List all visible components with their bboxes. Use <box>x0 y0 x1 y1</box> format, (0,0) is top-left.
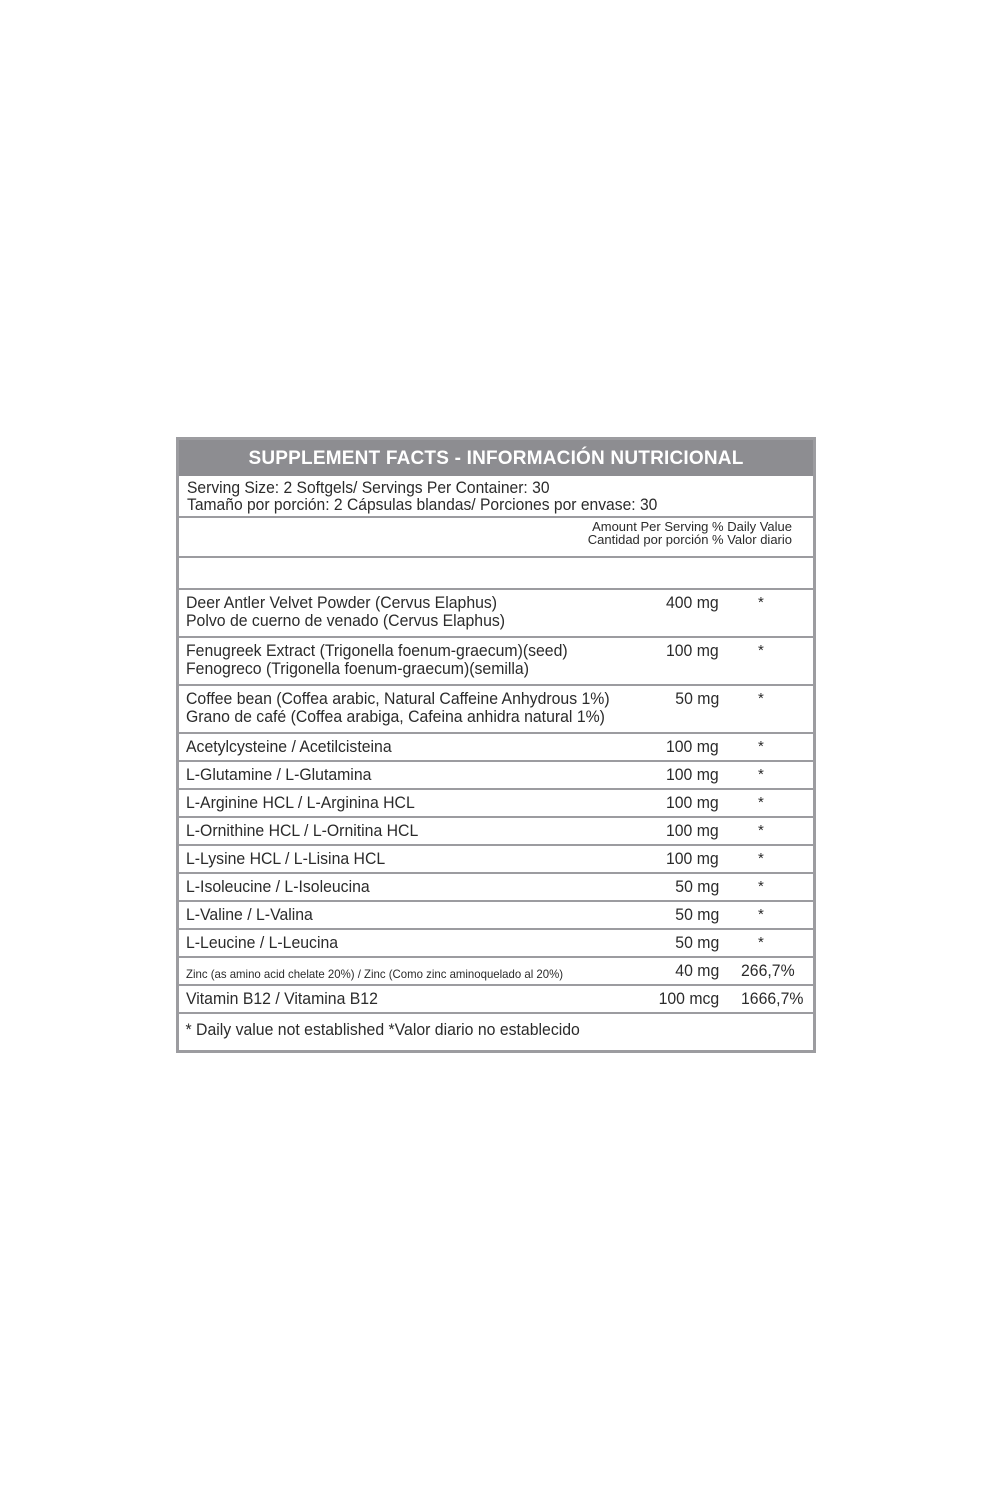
ingredient-name: Fenugreek Extract (Trigonella foenum-graecum)(seed) Fenogreco (Trigonella foenum-graecum)(semilla) <box>186 641 568 678</box>
ingredient-row <box>179 686 813 734</box>
ingredient-name: L-Valine / L-Valina <box>186 905 313 924</box>
supplement-facts-panel <box>176 437 816 1053</box>
ingredient-daily-value: * <box>758 822 764 839</box>
ingredient-amount: 100 mg <box>666 765 719 784</box>
ingredient-row <box>179 818 813 846</box>
ingredient-row <box>179 790 813 818</box>
ingredient-amount: 40 mg <box>675 961 719 980</box>
column-header-es: Cantidad por porción % Valor diario <box>587 532 792 547</box>
ingredient-daily-value: * <box>758 642 764 659</box>
ingredient-name: Deer Antler Velvet Powder (Cervus Elaphus) Polvo de cuerno de venado (Cervus Elaphus) <box>186 593 506 630</box>
ingredient-daily-value: * <box>758 850 764 867</box>
ingredient-amount: 50 mg <box>675 877 719 896</box>
ingredient-amount: 50 mg <box>675 905 719 924</box>
ingredient-daily-value: * <box>758 738 764 755</box>
ingredient-amount: 100 mg <box>666 793 719 812</box>
ingredient-name: Vitamin B12 / Vitamina B12 <box>186 989 378 1008</box>
ingredient-row <box>179 902 813 930</box>
ingredient-amount: 50 mg <box>675 689 719 708</box>
spacer-row <box>179 558 813 590</box>
ingredient-daily-value: * <box>758 794 764 811</box>
ingredient-name: Acetylcysteine / Acetilcisteina <box>186 737 392 756</box>
column-header <box>179 518 813 558</box>
ingredient-daily-value: * <box>758 594 764 611</box>
ingredient-amount: 50 mg <box>675 933 719 952</box>
ingredient-daily-value: * <box>758 690 764 707</box>
ingredient-row <box>179 734 813 762</box>
ingredient-daily-value: 266,7% <box>741 961 795 980</box>
ingredient-row <box>179 958 813 986</box>
footnote: * Daily value not established *Valor diario no establecido <box>185 1020 580 1039</box>
serving-info <box>179 476 813 518</box>
ingredient-daily-value: * <box>758 878 764 895</box>
ingredient-amount: 400 mg <box>666 593 719 612</box>
ingredient-row <box>179 762 813 790</box>
ingredient-name: Zinc (as amino acid chelate 20%) / Zinc (Como zinc aminoquelado al 20%) <box>186 967 564 981</box>
ingredient-amount: 100 mcg <box>658 989 719 1008</box>
ingredient-daily-value: * <box>758 906 764 923</box>
ingredient-amount: 100 mg <box>666 849 719 868</box>
ingredient-name: L-Ornithine HCL / L-Ornitina HCL <box>186 821 419 840</box>
ingredient-row <box>179 638 813 686</box>
ingredient-name: L-Arginine HCL / L-Arginina HCL <box>186 793 415 812</box>
facts-title: SUPPLEMENT FACTS - INFORMACIÓN NUTRICIONAL <box>179 440 813 476</box>
ingredient-amount: 100 mg <box>666 737 719 756</box>
ingredient-row <box>179 590 813 638</box>
ingredient-name: L-Glutamine / L-Glutamina <box>186 765 372 784</box>
ingredient-row <box>179 874 813 902</box>
ingredient-row <box>179 930 813 958</box>
serving-size-es: Tamaño por porción: 2 Cápsulas blandas/ Porciones por envase: 30 <box>187 495 658 514</box>
ingredient-amount: 100 mg <box>666 821 719 840</box>
column-header-en: Amount Per Serving % Daily Value <box>592 519 792 534</box>
ingredient-row <box>179 846 813 874</box>
ingredient-name: L-Lysine HCL / L-Lisina HCL <box>186 849 386 868</box>
ingredient-amount: 100 mg <box>666 641 719 660</box>
ingredient-name: L-Isoleucine / L-Isoleucina <box>186 877 370 896</box>
ingredient-daily-value: 1666,7% <box>741 989 804 1008</box>
serving-size-en: Serving Size: 2 Softgels/ Servings Per Container: 30 <box>187 478 550 497</box>
ingredient-name: Coffee bean (Coffea arabic, Natural Caffeine Anhydrous 1%) Grano de café (Coffea arabiga, Cafeina anhidra natural 1%) <box>186 689 610 726</box>
ingredient-daily-value: * <box>758 766 764 783</box>
ingredient-row <box>179 986 813 1014</box>
ingredient-daily-value: * <box>758 934 764 951</box>
ingredient-name: L-Leucine / L-Leucina <box>186 933 339 952</box>
